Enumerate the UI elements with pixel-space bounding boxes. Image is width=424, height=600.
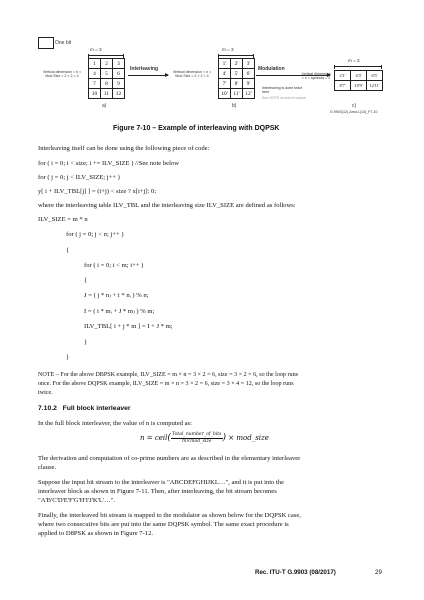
close-brace-1: } bbox=[66, 354, 70, 361]
table-assignment-line: ILV_TBL[ i + j * m ] = I + J * m; bbox=[84, 323, 173, 330]
note-line-2: once. For the above DQPSK example, ILV_SIZE = m × n = 3 × 2 = 6, size = 3 × 4 = 12, so the loop runs bbox=[38, 381, 294, 387]
loop-i-line: for ( i = 0; i < m; i++ ) bbox=[84, 262, 144, 269]
code-line-3: y[ i + ILV_TBL[j] ] = (i+j) < size ? x[i+j]: 0; bbox=[38, 188, 157, 195]
input-bit-cell: 1 bbox=[89, 59, 101, 69]
section-p4-line-1: Finally, the interleaved bit stream is mapped to the modulator as shown below for the DQPSK case, bbox=[38, 512, 301, 519]
section-heading bbox=[38, 405, 131, 412]
input-bit-cell: 11 bbox=[101, 89, 113, 99]
interleaved-bit-cell: 2' bbox=[231, 59, 243, 69]
subfigure-b-label: b) bbox=[232, 103, 237, 109]
section-p1: In the full block interleaver, the value of n is computed as: bbox=[38, 420, 192, 427]
m-label-b: m = 3 bbox=[222, 47, 234, 52]
input-bit-cell: 5 bbox=[101, 69, 113, 79]
section-p4-line-2: where two consecutive bits are put into the same DQPSK symbol. The same exact procedure is bbox=[38, 521, 289, 528]
interleaving-arrow bbox=[128, 75, 168, 76]
figure-caption: Figure 7-10 – Example of interleaving with DQPSK bbox=[113, 125, 280, 132]
section-p4-line-3: applied to D8PSK as shown in Figure 7-12. bbox=[38, 530, 154, 537]
dqpsk-symbol-cell: 4'3' bbox=[351, 71, 367, 81]
input-bit-cell: 2 bbox=[101, 59, 113, 69]
section-p3-line-3: "A'B'C'D'E'F'G'H'I'J'K'L'…". bbox=[38, 497, 115, 504]
formula-fraction bbox=[171, 432, 223, 444]
open-brace-2: { bbox=[84, 277, 88, 284]
see-note-label: See NOTE at end of clause bbox=[262, 96, 306, 100]
loop-j-line: for ( j = 0; j < n; j++ ) bbox=[66, 231, 124, 238]
input-bit-cell: 6 bbox=[113, 69, 125, 79]
interleaved-bit-cell: 12' bbox=[243, 89, 255, 99]
input-bit-cell: 8 bbox=[101, 79, 113, 89]
where-text: where the interleaving table ILV_TBL and the interleaving size ILV_SIZE are defined as follows: bbox=[38, 202, 296, 209]
interleaved-bit-cell: 1' bbox=[219, 59, 231, 69]
dqpsk-symbol-cell: 12'11' bbox=[367, 81, 383, 91]
formula-denominator: m×mod_size bbox=[181, 438, 212, 444]
figure-id: G.9903(12)-Amd.1(13)_F7-10 bbox=[330, 110, 378, 114]
input-bit-cell: 4 bbox=[89, 69, 101, 79]
input-bit-cell: 12 bbox=[113, 89, 125, 99]
note-line-1: NOTE – For the above DBPSK example, ILV_SIZE = m × n = 3 × 2 = 6, size = 3 × 2 = 6, so the loop runs bbox=[38, 372, 298, 378]
input-bit-cell: 9 bbox=[113, 79, 125, 89]
vertical-dimension-c: Vertical dimension = n = symbols = 2 bbox=[301, 72, 331, 81]
vertical-dimension-a: Vertical dimension = n = Mod Size = 2 × 2 = 4 bbox=[42, 70, 82, 79]
page-number: 29 bbox=[375, 569, 382, 576]
interleaved-bit-cell: 5' bbox=[231, 69, 243, 79]
close-brace-2: } bbox=[84, 339, 88, 346]
interleaved-grid bbox=[218, 58, 255, 99]
input-bit-cell: 7 bbox=[89, 79, 101, 89]
formula-lhs: n = ceil bbox=[140, 434, 168, 443]
subfigure-a-label: a) bbox=[102, 103, 107, 109]
section-number: 7.10.2 bbox=[38, 405, 57, 412]
m-label-a: m = 3 bbox=[90, 47, 102, 52]
interleaver-input-grid bbox=[88, 58, 125, 99]
input-bit-cell: 10 bbox=[89, 89, 101, 99]
section-p3-line-2: interleaver block as shown in Figure 7-11. Then, after interleaving, the bit stream becomes bbox=[38, 488, 277, 495]
m-bracket-c bbox=[334, 66, 382, 67]
intro-text: Interleaving itself can be done using the following piece of code: bbox=[38, 145, 210, 152]
subfigure-c-label: c) bbox=[352, 103, 357, 109]
vertical-dimension-b: Vertical dimension = n = Mod Size = 2 × 2 = 4 bbox=[172, 70, 212, 79]
j-assignment-line: J = ( j * nⱼ + i * nᵢ ) % n; bbox=[84, 292, 149, 299]
interleaved-bit-cell: 3' bbox=[243, 59, 255, 69]
m-bracket-a bbox=[88, 55, 124, 56]
ilv-size-line: ILV_SIZE = m * n bbox=[38, 216, 88, 223]
input-bit-cell: 3 bbox=[113, 59, 125, 69]
one-bit-legend-label: One bit bbox=[55, 40, 72, 46]
section-title: Full block interleaver bbox=[62, 405, 131, 412]
m-bracket-b bbox=[218, 55, 254, 56]
footer-recommendation: Rec. ITU-T G.9903 (08/2017) bbox=[255, 569, 336, 576]
interleaved-bit-cell: 8' bbox=[231, 79, 243, 89]
interleaved-bit-cell: 4' bbox=[219, 69, 231, 79]
dqpsk-symbol-cell: 10'9' bbox=[351, 81, 367, 91]
interleaved-bit-cell: 9' bbox=[243, 79, 255, 89]
interleaving-note: Interleaving is done twice here bbox=[262, 86, 303, 95]
i-assignment-line: I = ( i * mᵢ + J * mⱼ ) % m; bbox=[84, 308, 155, 315]
open-brace-1: { bbox=[66, 247, 70, 254]
section-p2-line-2: clause. bbox=[38, 464, 57, 471]
one-bit-legend-box bbox=[38, 37, 54, 49]
note-line-3: twice. bbox=[38, 390, 53, 396]
interleaving-arrow-label: Interleaving bbox=[130, 66, 159, 72]
dqpsk-symbol-grid bbox=[334, 70, 383, 91]
interleaved-bit-cell: 6' bbox=[243, 69, 255, 79]
section-p3-line-1: Suppose the input bit stream to the interleaver is "ABCDEFGHIJKL…", and it is put into the bbox=[38, 479, 285, 486]
code-line-2: for ( j = 0; j < ILV_SIZE; j++ ) bbox=[38, 174, 120, 181]
dqpsk-symbol-cell: 2'1' bbox=[335, 71, 351, 81]
section-p2-line-1: The derivation and computation of co-prime numbers are as described in the elementary interleaver bbox=[38, 455, 301, 462]
interleaved-bit-cell: 7' bbox=[219, 79, 231, 89]
code-line-1: for ( i = 0; i < size; i += ILV_SIZE ) //See note below bbox=[38, 160, 179, 167]
dqpsk-symbol-cell: 6'5' bbox=[367, 71, 383, 81]
interleaved-bit-cell: 11' bbox=[231, 89, 243, 99]
formula: n = ceil( $\frac{\text{Total\_number\_of\_bits}}{\text{m×mod\_size}}$ ) × mod_size bbox=[140, 432, 269, 444]
dqpsk-symbol-cell: 8'7' bbox=[335, 81, 351, 91]
m-label-c: m = 3 bbox=[348, 58, 360, 63]
formula-rhs: × mod_size bbox=[228, 434, 269, 443]
modulation-arrow-label: Modulation bbox=[258, 66, 285, 72]
formula-numerator: Total_number_of_bits bbox=[171, 432, 222, 437]
interleaved-bit-cell: 10' bbox=[219, 89, 231, 99]
